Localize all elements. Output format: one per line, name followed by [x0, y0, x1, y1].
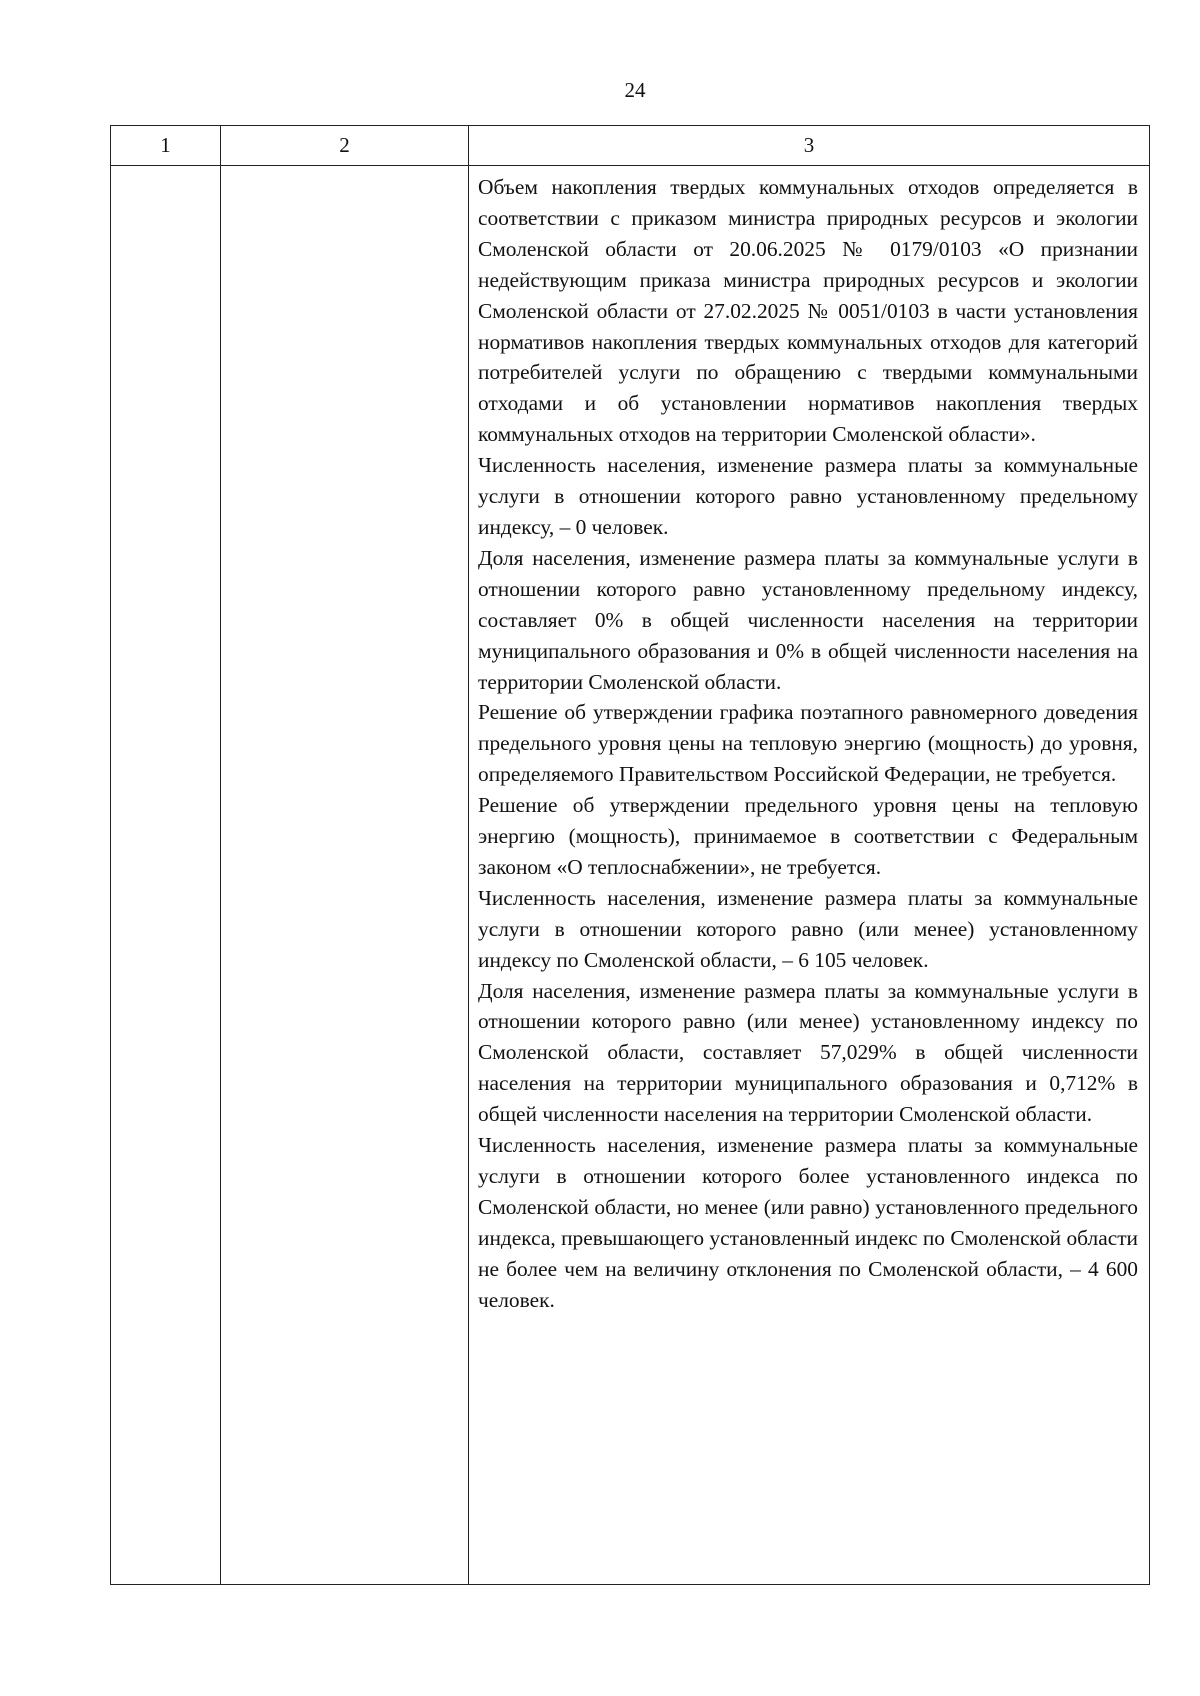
- paragraph-share-equal-limit-index: Доля населения, изменение размера платы за коммунальные услуги в отношении которого равно установленному предельному индексу, составляет 0% в общей численности населения на территории муниципального образования и 0% в общей численности населения на территории Смоленской области.: [478, 545, 1138, 694]
- column-header-2: 2: [221, 126, 469, 166]
- table-row: [111, 166, 1150, 1585]
- paragraph-share-equal-or-below-index: Доля населения, изменение размера платы за коммунальные услуги в отношении которого равно (или менее) установленному индексу по Смоленской области, составляет 57,029% в общей численности населения на территории муниципального образования и 0,712% в общей численности населения на территории Смоленской области.: [478, 978, 1138, 1127]
- column-3-cell: [469, 166, 1150, 1585]
- column-1-cell: [111, 166, 221, 1585]
- paragraph-population-equal-or-below-index: Численность населения, изменение размера платы за коммунальные услуги в отношении которого равно (или менее) установленному индексу по Смоленской области, – 6 105 человек.: [478, 885, 1138, 972]
- column-header-1: 1: [111, 126, 221, 166]
- page-number: 24: [624, 78, 646, 102]
- paragraph-waste-accumulation: Объем накопления твердых коммунальных отходов определяется в соответствии с приказом министра природных ресурсов и экологии Смоленской области от 20.06.2025 № 0179/0103 «О признании недействующим приказа министра природных ресурсов и экологии Смоленской области от 27.02.2025 № 0051/0103 в части установления нормативов накопления твердых коммунальных отходов для категорий потребителей услуги по обращению с твердыми коммунальными отходами и об установлении нормативов накопления твердых коммунальных отходов на территории Смоленской области».: [478, 175, 1138, 447]
- column-header-3: 3: [469, 126, 1150, 166]
- table-header-row: [111, 126, 1150, 166]
- column-3-text: [469, 166, 1149, 1316]
- column-2-cell: [221, 166, 469, 1585]
- document-table: [110, 125, 1150, 1585]
- paragraph-population-above-index: Численность населения, изменение размера платы за коммунальные услуги в отношении которого более установленного индекса по Смоленской области, но менее (или равно) установленного предельного индекса, превышающего установленный индекс по Смоленской области не более чем на величину отклонения по Смоленской области, – 4 600 человек.: [478, 1133, 1138, 1312]
- paragraph-population-equal-limit-index: Численность населения, изменение размера платы за коммунальные услуги в отношении которого равно установленному предельному индексу, – 0 человек.: [478, 453, 1138, 539]
- paragraph-heat-price-limit: Решение об утверждении предельного уровня цены на тепловую энергию (мощность), принимаемое в соответствии с Федеральным законом «О теплоснабжении», не требуется.: [478, 793, 1138, 879]
- paragraph-heat-price-schedule: Решение об утверждении графика поэтапного равномерного доведения предельного уровня цены на тепловую энергию (мощность) до уровня, определяемого Правительством Российской Федерации, не требуется.: [478, 700, 1138, 787]
